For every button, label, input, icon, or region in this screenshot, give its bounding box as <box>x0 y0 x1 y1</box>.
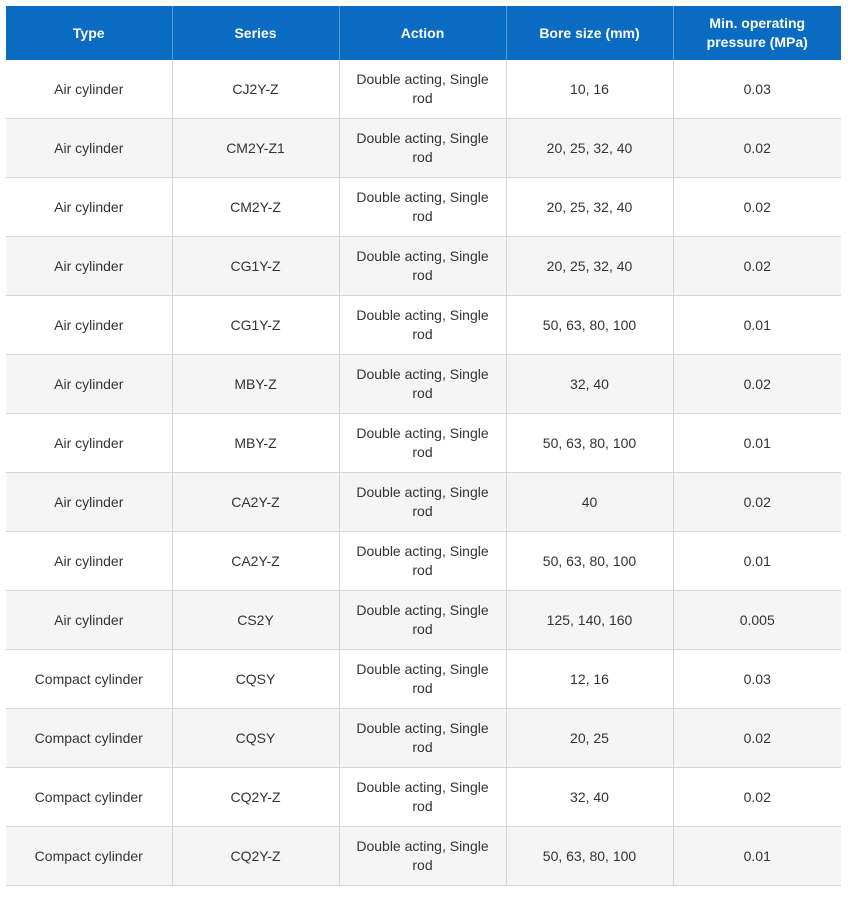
table-row <box>6 60 841 119</box>
type-cell: Air cylinder <box>6 178 172 237</box>
table-row <box>6 709 841 768</box>
table-body <box>6 60 841 886</box>
action-cell: Double acting, Single rod <box>339 650 506 709</box>
bore-size-cell: 32, 40 <box>506 355 673 414</box>
header-action: Action <box>339 6 506 60</box>
table-row <box>6 768 841 827</box>
series-cell: CA2Y-Z <box>172 532 339 591</box>
bore-size-cell: 20, 25, 32, 40 <box>506 237 673 296</box>
pressure-cell: 0.01 <box>673 414 841 473</box>
series-cell: MBY-Z <box>172 355 339 414</box>
action-cell: Double acting, Single rod <box>339 532 506 591</box>
pressure-cell: 0.02 <box>673 119 841 178</box>
series-cell: CS2Y <box>172 591 339 650</box>
type-cell: Compact cylinder <box>6 827 172 886</box>
cylinder-spec-table <box>6 6 841 886</box>
pressure-cell: 0.02 <box>673 178 841 237</box>
pressure-cell: 0.02 <box>673 768 841 827</box>
bore-size-cell: 32, 40 <box>506 768 673 827</box>
pressure-cell: 0.005 <box>673 591 841 650</box>
series-cell: CA2Y-Z <box>172 473 339 532</box>
table-row <box>6 296 841 355</box>
pressure-cell: 0.02 <box>673 237 841 296</box>
type-cell: Compact cylinder <box>6 768 172 827</box>
action-cell: Double acting, Single rod <box>339 591 506 650</box>
series-cell: CG1Y-Z <box>172 296 339 355</box>
bore-size-cell: 20, 25, 32, 40 <box>506 119 673 178</box>
type-cell: Air cylinder <box>6 119 172 178</box>
header-bore-size: Bore size (mm) <box>506 6 673 60</box>
action-cell: Double acting, Single rod <box>339 414 506 473</box>
bore-size-cell: 10, 16 <box>506 60 673 119</box>
table-row <box>6 591 841 650</box>
bore-size-cell: 20, 25 <box>506 709 673 768</box>
pressure-cell: 0.03 <box>673 60 841 119</box>
type-cell: Compact cylinder <box>6 709 172 768</box>
table-row <box>6 532 841 591</box>
table-row <box>6 237 841 296</box>
action-cell: Double acting, Single rod <box>339 355 506 414</box>
bore-size-cell: 20, 25, 32, 40 <box>506 178 673 237</box>
type-cell: Air cylinder <box>6 532 172 591</box>
series-cell: CQ2Y-Z <box>172 768 339 827</box>
pressure-cell: 0.03 <box>673 650 841 709</box>
pressure-cell: 0.01 <box>673 296 841 355</box>
series-cell: CQSY <box>172 709 339 768</box>
table-row <box>6 119 841 178</box>
series-cell: CJ2Y-Z <box>172 60 339 119</box>
spec-table-container <box>6 6 841 886</box>
action-cell: Double acting, Single rod <box>339 709 506 768</box>
series-cell: CM2Y-Z <box>172 178 339 237</box>
table-row <box>6 414 841 473</box>
bore-size-cell: 50, 63, 80, 100 <box>506 414 673 473</box>
action-cell: Double acting, Single rod <box>339 119 506 178</box>
type-cell: Air cylinder <box>6 296 172 355</box>
series-cell: CQSY <box>172 650 339 709</box>
action-cell: Double acting, Single rod <box>339 473 506 532</box>
type-cell: Air cylinder <box>6 473 172 532</box>
type-cell: Air cylinder <box>6 414 172 473</box>
series-cell: CQ2Y-Z <box>172 827 339 886</box>
action-cell: Double acting, Single rod <box>339 237 506 296</box>
pressure-cell: 0.02 <box>673 709 841 768</box>
table-row <box>6 473 841 532</box>
bore-size-cell: 50, 63, 80, 100 <box>506 296 673 355</box>
type-cell: Air cylinder <box>6 355 172 414</box>
type-cell: Air cylinder <box>6 237 172 296</box>
header-series: Series <box>172 6 339 60</box>
action-cell: Double acting, Single rod <box>339 296 506 355</box>
table-row <box>6 178 841 237</box>
bore-size-cell: 125, 140, 160 <box>506 591 673 650</box>
table-header <box>6 6 841 60</box>
pressure-cell: 0.01 <box>673 532 841 591</box>
table-row <box>6 355 841 414</box>
header-row <box>6 6 841 60</box>
pressure-cell: 0.01 <box>673 827 841 886</box>
series-cell: CM2Y-Z1 <box>172 119 339 178</box>
type-cell: Air cylinder <box>6 591 172 650</box>
pressure-cell: 0.02 <box>673 473 841 532</box>
header-min-pressure: Min. operating pressure (MPa) <box>673 6 841 60</box>
header-type: Type <box>6 6 172 60</box>
pressure-cell: 0.02 <box>673 355 841 414</box>
bore-size-cell: 40 <box>506 473 673 532</box>
series-cell: CG1Y-Z <box>172 237 339 296</box>
type-cell: Air cylinder <box>6 60 172 119</box>
table-row <box>6 827 841 886</box>
series-cell: MBY-Z <box>172 414 339 473</box>
table-row <box>6 650 841 709</box>
bore-size-cell: 50, 63, 80, 100 <box>506 532 673 591</box>
bore-size-cell: 12, 16 <box>506 650 673 709</box>
bore-size-cell: 50, 63, 80, 100 <box>506 827 673 886</box>
action-cell: Double acting, Single rod <box>339 178 506 237</box>
action-cell: Double acting, Single rod <box>339 768 506 827</box>
action-cell: Double acting, Single rod <box>339 60 506 119</box>
action-cell: Double acting, Single rod <box>339 827 506 886</box>
type-cell: Compact cylinder <box>6 650 172 709</box>
